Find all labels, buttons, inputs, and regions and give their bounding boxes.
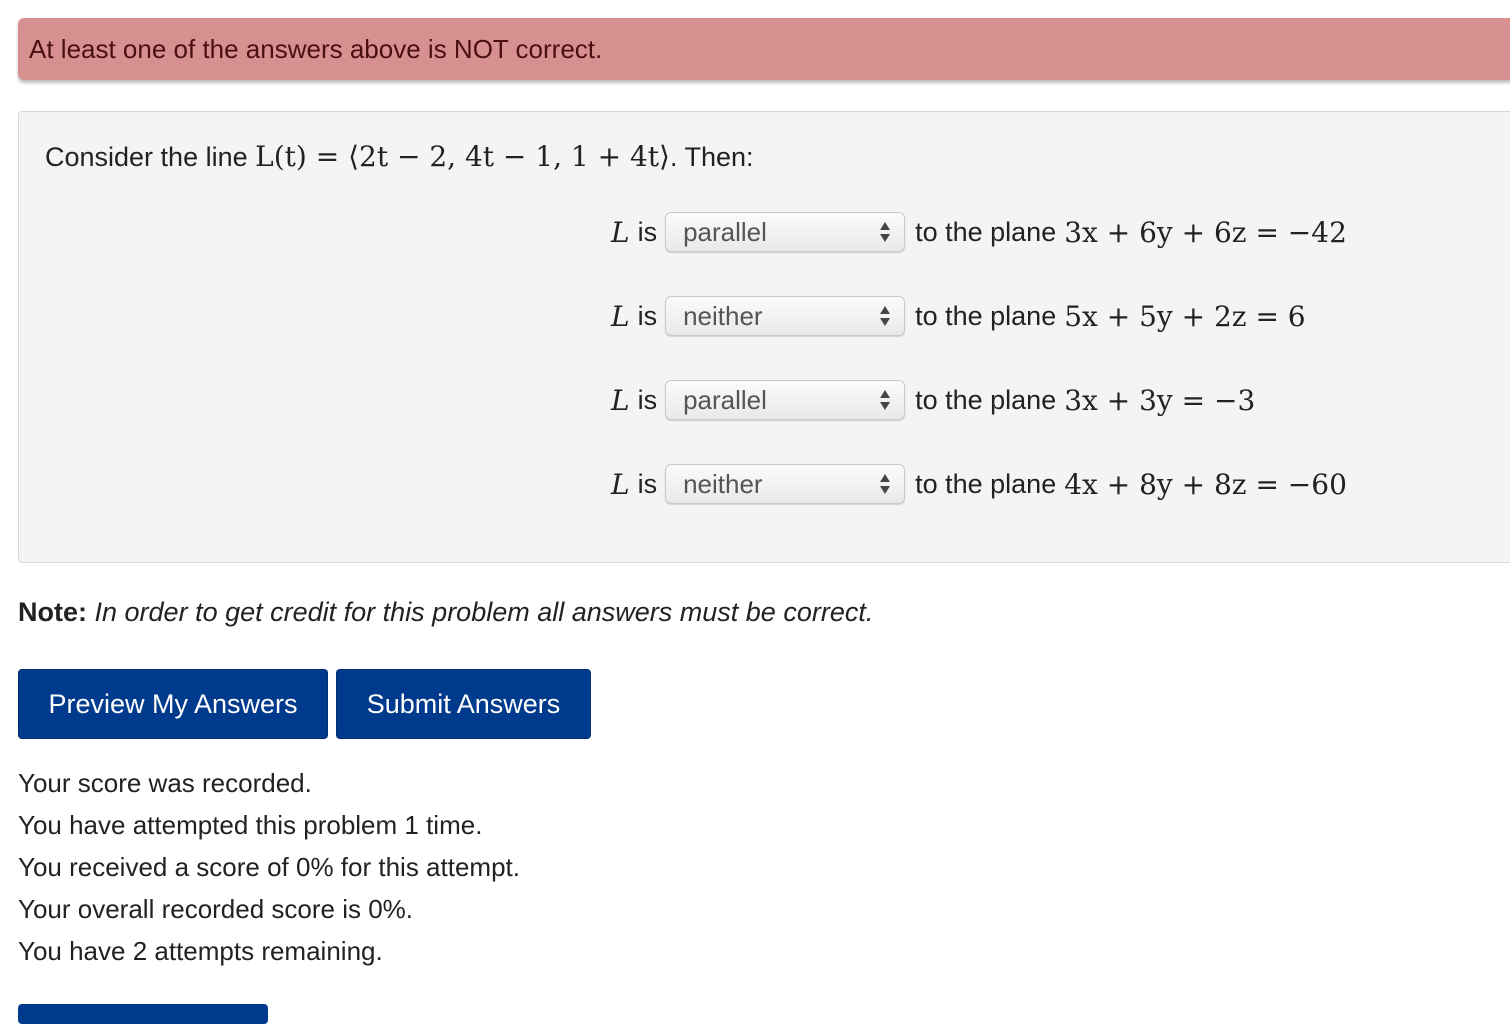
plane-equation: 4x + 8y + 8z = −60: [1064, 467, 1347, 501]
select-arrows-icon: [880, 474, 890, 496]
intro-prefix: Consider the line: [45, 142, 248, 172]
answer-row: [611, 211, 1347, 253]
plane-text: to the plane: [915, 300, 1057, 331]
note-label: Note:: [18, 597, 87, 627]
credit-note: [18, 597, 873, 628]
line-equation: L(t) = ⟨2t − 2, 4t − 1, 1 + 4t⟩: [255, 140, 670, 173]
row-is-label: is: [637, 468, 658, 499]
alert-message: At least one of the answers above is NOT correct.: [29, 33, 603, 64]
intro-suffix: . Then:: [669, 142, 754, 172]
select-arrows-icon: [880, 222, 890, 244]
answer-select-1[interactable]: [665, 212, 905, 252]
row-is-label: is: [637, 216, 658, 247]
select-value: neither: [683, 300, 763, 331]
submit-answers-button[interactable]: Submit Answers: [336, 669, 591, 739]
plane-equation: 3x + 3y = −3: [1064, 383, 1256, 417]
select-arrows-icon: [880, 390, 890, 412]
plane-equation: 5x + 5y + 2z = 6: [1064, 299, 1306, 333]
score-line: Your score was recorded.: [18, 768, 312, 798]
select-arrows-icon: [880, 306, 890, 328]
plane-text: to the plane: [915, 468, 1057, 499]
score-summary: [18, 762, 520, 972]
row-lhs: L: [611, 383, 630, 417]
score-line: You received a score of 0% for this attempt.: [18, 852, 520, 882]
answer-row: [611, 463, 1347, 505]
row-lhs: L: [611, 299, 630, 333]
score-line: You have 2 attempts remaining.: [18, 936, 383, 966]
select-value: parallel: [683, 384, 767, 415]
problem-panel: [18, 111, 1510, 563]
score-line: Your overall recorded score is 0%.: [18, 894, 414, 924]
plane-text: to the plane: [915, 216, 1057, 247]
row-is-label: is: [637, 300, 658, 331]
select-value: parallel: [683, 216, 767, 247]
row-lhs: L: [611, 215, 630, 249]
partially-visible-button[interactable]: [18, 1004, 268, 1024]
plane-equation: 3x + 6y + 6z = −42: [1064, 215, 1347, 249]
answer-select-2[interactable]: [665, 296, 905, 336]
score-line: You have attempted this problem 1 time.: [18, 810, 483, 840]
preview-answers-button[interactable]: Preview My Answers: [18, 669, 328, 739]
answer-row: [611, 295, 1306, 337]
answer-row: [611, 379, 1255, 421]
error-alert: [18, 18, 1510, 80]
row-lhs: L: [611, 467, 630, 501]
select-value: neither: [683, 468, 763, 499]
row-is-label: is: [637, 384, 658, 415]
note-text: In order to get credit for this problem all answers must be correct.: [94, 597, 874, 627]
plane-text: to the plane: [915, 384, 1057, 415]
answer-select-3[interactable]: [665, 380, 905, 420]
problem-intro: [45, 140, 754, 173]
answer-select-4[interactable]: [665, 464, 905, 504]
